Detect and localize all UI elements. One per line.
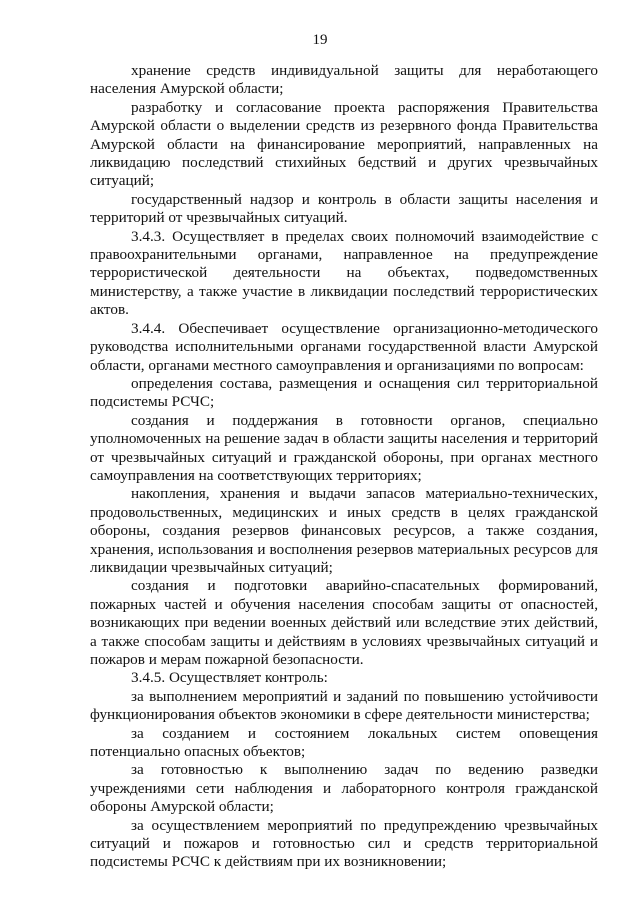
- paragraph-3: государственный надзор и контроль в области защиты населения и территорий от чрезвычайных ситуаций.: [90, 190, 598, 227]
- paragraph-9: создания и подготовки аварийно-спасательных формирований, пожарных частей и обучения населения способам защиты от опасностей, возникающих при ведении военных действий или вследствие этих действий, а также способам защиты и действиям в условиях чрезвычайных ситуаций и пожаров и мерам пожарной безопасности.: [90, 577, 598, 668]
- paragraph-1: хранение средств индивидуальной защиты для неработающего населения Амурской области;: [90, 62, 598, 98]
- paragraph-13: за готовностью к выполнению задач по ведению разведки учреждениями сети наблюдения и лабораторного контроля гражданской обороны Амурской области;: [90, 761, 598, 816]
- paragraph-2: разработку и согласование проекта распоряжения Правительства Амурской области о выделении средств из резервного фонда Правительства Амурской области на финансирование мероприятий, направленных на ликвидацию последствий стихийных бедствий и других чрезвычайных ситуаций;: [90, 98, 598, 190]
- paragraph-8: накопления, хранения и выдачи запасов материально-технических, продовольственных, медицинских и иных средств в целях гражданской обороны, создания резервов финансовых ресурсов, а также создания, хранения, использования и восполнения резервов материальных ресурсов для ликвидации чрезвычайных ситуаций;: [90, 485, 598, 576]
- paragraph-12: за созданием и состоянием локальных систем оповещения потенциально опасных объектов;: [90, 724, 598, 761]
- page-number: 19: [312, 32, 328, 48]
- document-body: [90, 62, 598, 872]
- paragraph-5: 3.4.4. Обеспечивает осуществление организационно-методического руководства исполнительными органами государственной власти Амурской области, органами местного самоуправления и организациями по вопросам:: [90, 319, 598, 374]
- paragraph-6: определения состава, размещения и оснащения сил территориальной подсистемы РСЧС;: [90, 374, 598, 411]
- paragraph-4: 3.4.3. Осуществляет в пределах своих полномочий взаимодействие с правоохранительными органами, направленное на предупреждение террористической деятельности на объектах, подведомственных министерству, а также участие в ликвидации последствий террористических актов.: [90, 227, 598, 319]
- paragraph-10: 3.4.5. Осуществляет контроль:: [131, 669, 328, 687]
- paragraph-7: создания и поддержания в готовности органов, специально уполномоченных на решение задач в области защиты населения и территорий от чрезвычайных ситуаций и гражданской обороны, при органах местного самоуправления на соответствующих территориях;: [90, 411, 598, 484]
- paragraph-14: за осуществлением мероприятий по предупреждению чрезвычайных ситуаций и пожаров и готовностью сил и средств территориальной подсистемы РСЧС к действиям при их возникновении;: [90, 816, 598, 871]
- paragraph-11: за выполнением мероприятий и заданий по повышению устойчивости функционирования объектов экономики в сфере деятельности министерства;: [90, 687, 598, 724]
